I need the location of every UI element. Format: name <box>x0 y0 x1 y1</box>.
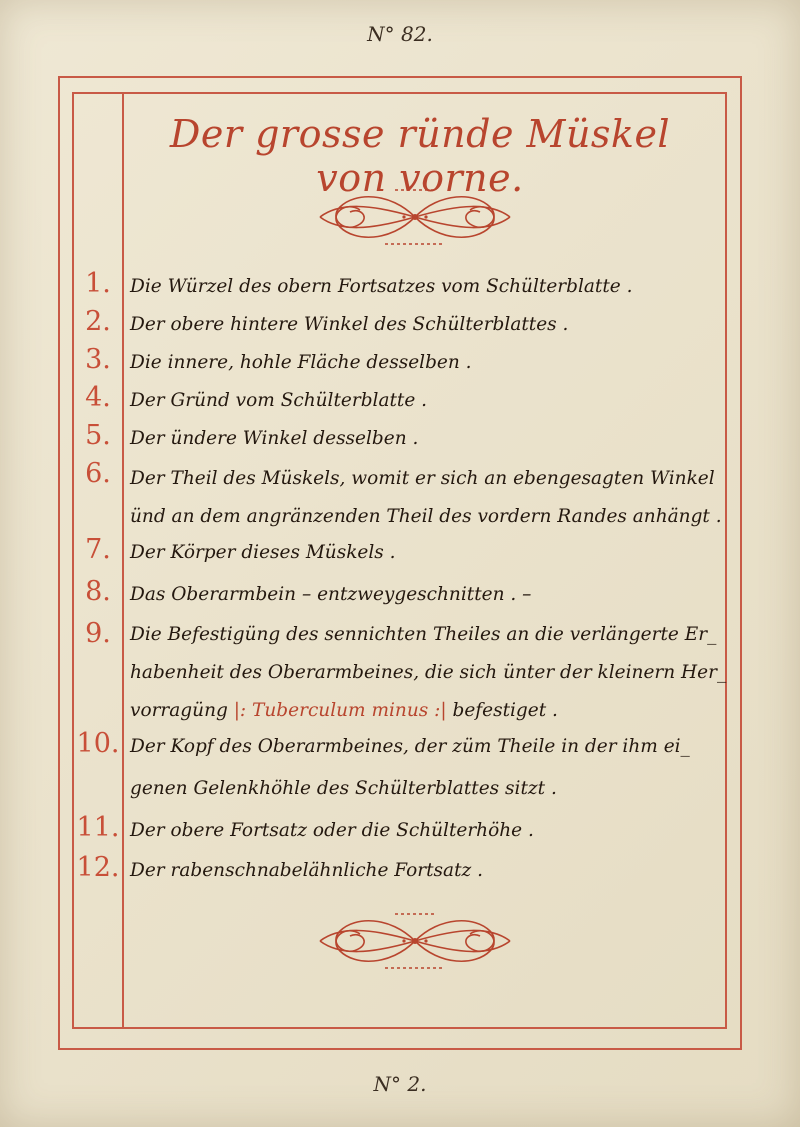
flourish-ornament-top <box>300 182 530 252</box>
item-text: Die Würzel des obern Fortsatzes vom Schülterblatte . <box>130 276 633 297</box>
item-text: Der ündere Winkel desselben . <box>130 428 419 449</box>
item-text-fragment: vorragüng <box>130 700 234 721</box>
item-number: 6. <box>85 458 111 489</box>
latin-annotation: |: Tuberculum minus :| <box>233 700 447 721</box>
item-text-with-annotation <box>130 700 720 721</box>
page-number-top: N° 82. <box>367 22 433 46</box>
item-text: Der Körper dieses Müskels . <box>130 542 396 563</box>
flourish-ornament-bottom <box>300 906 530 976</box>
item-text: Der rabenschnabelähnliche Fortsatz . <box>130 860 484 881</box>
item-number: 5. <box>85 420 111 451</box>
item-text: Der obere Fortsatz oder die Schülterhöhe . <box>130 820 534 841</box>
item-number: 8. <box>85 576 111 607</box>
item-text: Die innere, hohle Fläche desselben . <box>130 352 472 373</box>
item-number: 2. <box>85 306 111 337</box>
item-number: 9. <box>85 618 111 649</box>
item-number: 12. <box>76 852 120 883</box>
page-number-bottom: N° 2. <box>373 1072 427 1096</box>
item-text: habenheit des Oberarmbeines, die sich ünter der kleinern Her_ <box>130 662 727 683</box>
item-number: 10. <box>76 728 120 759</box>
item-text: Der Kopf des Oberarmbeines, der züm Theile in der ihm ei_ <box>130 736 690 757</box>
item-number: 4. <box>85 382 111 413</box>
number-column-divider <box>122 92 124 1029</box>
item-text: ünd an dem angränzenden Theil des vordern Randes anhängt . <box>130 506 722 527</box>
item-text-fragment: befestiget . <box>446 700 558 721</box>
item-number: 11. <box>76 812 120 843</box>
item-number: 1. <box>85 268 111 299</box>
item-text: Der Gründ vom Schülterblatte . <box>130 390 428 411</box>
item-text: Der obere hintere Winkel des Schülterblattes . <box>130 314 569 335</box>
item-text: Die Befestigüng des sennichten Theiles an die verlängerte Er_ <box>130 624 717 645</box>
item-number: 7. <box>85 534 111 565</box>
page-title: Der grosse ründe Müskel von vorne. <box>169 112 671 200</box>
item-text: genen Gelenkhöhle des Schülterblattes sitzt . <box>130 778 557 799</box>
item-number: 3. <box>85 344 111 375</box>
item-text: Der Theil des Müskels, womit er sich an ebengesagten Winkel <box>130 468 715 489</box>
item-text: Das Oberarmbein – entzweygeschnitten . – <box>130 584 532 605</box>
